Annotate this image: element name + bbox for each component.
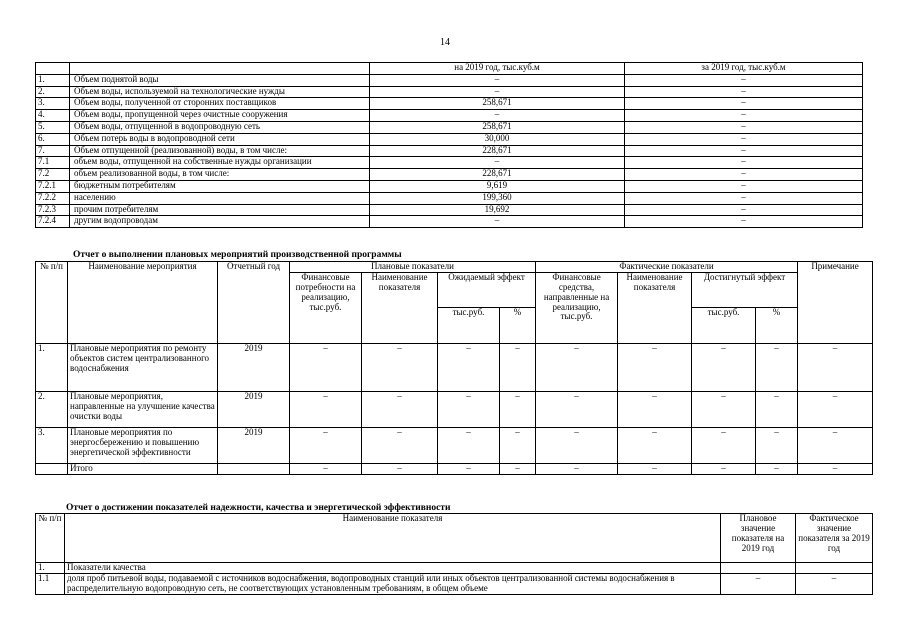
- plan-value: [721, 563, 796, 574]
- row-number: 2.: [36, 86, 70, 98]
- table-row: [36, 145, 863, 157]
- plan-value: –: [370, 216, 625, 228]
- value-cell: –: [618, 343, 692, 391]
- value-cell: –: [500, 427, 536, 463]
- row-number: 7.2.3: [36, 204, 70, 216]
- header-plan-value: Плановое значение показателя на 2019 год: [721, 514, 796, 563]
- header-measure-name: Наименование мероприятия: [68, 262, 218, 344]
- header-fact-2019: за 2019 год, тыс.куб.м: [625, 63, 863, 75]
- header-cell: [36, 63, 70, 75]
- measure-name: Итого: [68, 463, 218, 474]
- water-volume-table: [35, 62, 863, 228]
- plan-value: –: [370, 74, 625, 86]
- report-year: 2019: [218, 427, 290, 463]
- header-plan-indicator-name: Наименование показателя: [362, 272, 438, 343]
- table-row: [36, 463, 873, 474]
- value-cell: –: [362, 427, 438, 463]
- header-num: № п/п: [36, 262, 68, 344]
- row-number: 1.1: [36, 573, 65, 594]
- fact-value: –: [625, 192, 863, 204]
- measure-name: Плановые мероприятия по энергосбережению и повышению энергетической эффективности: [68, 427, 218, 463]
- header-plan-pct: %: [500, 308, 536, 344]
- value-cell: –: [290, 343, 362, 391]
- value-cell: –: [798, 391, 873, 427]
- value-cell: –: [500, 391, 536, 427]
- value-cell: –: [692, 343, 756, 391]
- plan-value: 258,671: [370, 121, 625, 133]
- row-label: Объем воды, пропущенной через очистные сооружения: [70, 110, 370, 122]
- row-label: Объем воды, полученной от сторонних поставщиков: [70, 98, 370, 110]
- table-row: [36, 121, 863, 133]
- row-number: 7.2.1: [36, 180, 70, 192]
- plan-value: –: [370, 110, 625, 122]
- value-cell: –: [438, 391, 500, 427]
- measure-name: Плановые мероприятия, направленные на улучшение качества очистки воды: [68, 391, 218, 427]
- fact-value: [796, 563, 873, 574]
- value-cell: –: [618, 391, 692, 427]
- plan-value: –: [370, 86, 625, 98]
- value-cell: –: [536, 343, 618, 391]
- row-number: 7.2.4: [36, 216, 70, 228]
- value-cell: –: [500, 463, 536, 474]
- table-header-row: [36, 63, 863, 75]
- value-cell: –: [756, 343, 798, 391]
- value-cell: –: [618, 463, 692, 474]
- header-note: Примечание: [798, 262, 873, 344]
- header-num: № п/п: [36, 514, 65, 563]
- fact-value: –: [625, 180, 863, 192]
- fact-value: –: [625, 110, 863, 122]
- row-number: 3.: [36, 427, 68, 463]
- table-row: [36, 110, 863, 122]
- plan-value: 9,619: [370, 180, 625, 192]
- row-number: 3.: [36, 98, 70, 110]
- value-cell: –: [536, 463, 618, 474]
- value-cell: –: [692, 463, 756, 474]
- header-report-year: Отчетный год: [218, 262, 290, 344]
- indicator-name: Показатели качества: [65, 563, 721, 574]
- table-row: [36, 74, 863, 86]
- row-number: 7.: [36, 145, 70, 157]
- value-cell: –: [798, 427, 873, 463]
- fact-value: –: [625, 157, 863, 169]
- row-number: 2.: [36, 391, 68, 427]
- row-number: 7.2.2: [36, 192, 70, 204]
- row-label: Объем отпущенной (реализованной) воды, в том числе:: [70, 145, 370, 157]
- program-measures-table: [35, 261, 873, 475]
- value-cell: –: [692, 427, 756, 463]
- row-label: Объем воды, используемой на технологические нужды: [70, 86, 370, 98]
- plan-value: 19,692: [370, 204, 625, 216]
- header-fact-value: Фактическое значение показателя за 2019 год: [796, 514, 873, 563]
- header-fact-indicators: Фактические показатели: [536, 262, 798, 273]
- fact-value: –: [625, 216, 863, 228]
- header-achieved-effect: Достигнутый эффект: [692, 272, 798, 308]
- fact-value: –: [625, 121, 863, 133]
- plan-value: 258,671: [370, 98, 625, 110]
- fact-value: –: [796, 573, 873, 594]
- row-number: 7.2: [36, 169, 70, 181]
- plan-value: 199,360: [370, 192, 625, 204]
- value-cell: –: [438, 427, 500, 463]
- row-label: бюджетным потребителям: [70, 180, 370, 192]
- value-cell: –: [798, 463, 873, 474]
- value-cell: –: [290, 463, 362, 474]
- row-number: 1.: [36, 343, 68, 391]
- value-cell: –: [756, 427, 798, 463]
- table-row: [36, 169, 863, 181]
- value-cell: –: [362, 343, 438, 391]
- header-fact-finance: Финансовые средства, направленные на реализацию, тыс.руб.: [536, 272, 618, 343]
- header-plan-2019: на 2019 год, тыс.куб.м: [370, 63, 625, 75]
- header-indicator-name: Наименование показателя: [65, 514, 721, 563]
- table-row: [36, 391, 873, 427]
- plan-value: 30,000: [370, 133, 625, 145]
- table-row: [36, 192, 863, 204]
- reliability-indicators-table: [35, 513, 873, 595]
- table-row: [36, 86, 863, 98]
- row-label: прочим потребителям: [70, 204, 370, 216]
- fact-value: –: [625, 74, 863, 86]
- fact-value: –: [625, 133, 863, 145]
- report-year: [218, 463, 290, 474]
- value-cell: –: [362, 391, 438, 427]
- value-cell: –: [692, 391, 756, 427]
- row-number: 5.: [36, 121, 70, 133]
- header-cell: [70, 63, 370, 75]
- value-cell: –: [438, 463, 500, 474]
- header-fact-pct: %: [756, 308, 798, 344]
- row-label: объем воды, отпущенной на собственные нужды организации: [70, 157, 370, 169]
- value-cell: –: [536, 427, 618, 463]
- value-cell: –: [536, 391, 618, 427]
- value-cell: –: [290, 427, 362, 463]
- row-label: Объем воды, отпущенной в водопроводную сеть: [70, 121, 370, 133]
- fact-value: –: [625, 86, 863, 98]
- header-plan-finance: Финансовые потребности на реализацию, тыс.руб.: [290, 272, 362, 343]
- report-year: 2019: [218, 391, 290, 427]
- plan-value: 228,671: [370, 169, 625, 181]
- table-row: [36, 204, 863, 216]
- row-number: 7.1: [36, 157, 70, 169]
- header-plan-indicators: Плановые показатели: [290, 262, 536, 273]
- row-number: 1.: [36, 563, 65, 574]
- fact-value: –: [625, 145, 863, 157]
- table-row: [36, 563, 873, 574]
- table-row: [36, 573, 873, 594]
- plan-value: 228,671: [370, 145, 625, 157]
- header-fact-indicator-name: Наименование показателя: [618, 272, 692, 343]
- row-number: [36, 463, 68, 474]
- indicator-name: доля проб питьевой воды, подаваемой с источников водоснабжения, водопроводных станций или иных объектов централизованной системы водоснабжения в распределительную водопроводную сеть, не соответствующих установленным требованиям, в общем объеме: [65, 573, 721, 594]
- row-number: 6.: [36, 133, 70, 145]
- row-label: населению: [70, 192, 370, 204]
- row-label: Объем поднятой воды: [70, 74, 370, 86]
- header-plan-rub: тыс.руб.: [438, 308, 500, 344]
- table-row: [36, 343, 873, 391]
- header-fact-rub: тыс.руб.: [692, 308, 756, 344]
- table-row: [36, 427, 873, 463]
- value-cell: –: [756, 463, 798, 474]
- section-title-program-measures: Отчет о выполнении плановых мероприятий производственной программы: [73, 250, 402, 260]
- fact-value: –: [625, 204, 863, 216]
- table-row: [36, 180, 863, 192]
- table-row: [36, 98, 863, 110]
- value-cell: –: [362, 463, 438, 474]
- plan-value: –: [370, 157, 625, 169]
- header-expected-effect: Ожидаемый эффект: [438, 272, 536, 308]
- row-number: 1.: [36, 74, 70, 86]
- fact-value: –: [625, 169, 863, 181]
- table-row: [36, 157, 863, 169]
- table-row: [36, 216, 863, 228]
- row-label: Объем потерь воды в водопроводной сети: [70, 133, 370, 145]
- value-cell: –: [290, 391, 362, 427]
- plan-value: –: [721, 573, 796, 594]
- value-cell: –: [756, 391, 798, 427]
- fact-value: –: [625, 98, 863, 110]
- row-label: объем реализованной воды, в том числе:: [70, 169, 370, 181]
- row-number: 4.: [36, 110, 70, 122]
- value-cell: –: [438, 343, 500, 391]
- measure-name: Плановые мероприятия по ремонту объектов систем централизованного водоснабжения: [68, 343, 218, 391]
- row-label: другим водопроводам: [70, 216, 370, 228]
- value-cell: –: [798, 343, 873, 391]
- report-year: 2019: [218, 343, 290, 391]
- value-cell: –: [618, 427, 692, 463]
- value-cell: –: [500, 343, 536, 391]
- table-row: [36, 133, 863, 145]
- section-title-reliability-indicators: Отчет о достижении показателей надежности, качества и энергетической эффективности: [66, 503, 451, 513]
- page-number: 14: [440, 37, 450, 48]
